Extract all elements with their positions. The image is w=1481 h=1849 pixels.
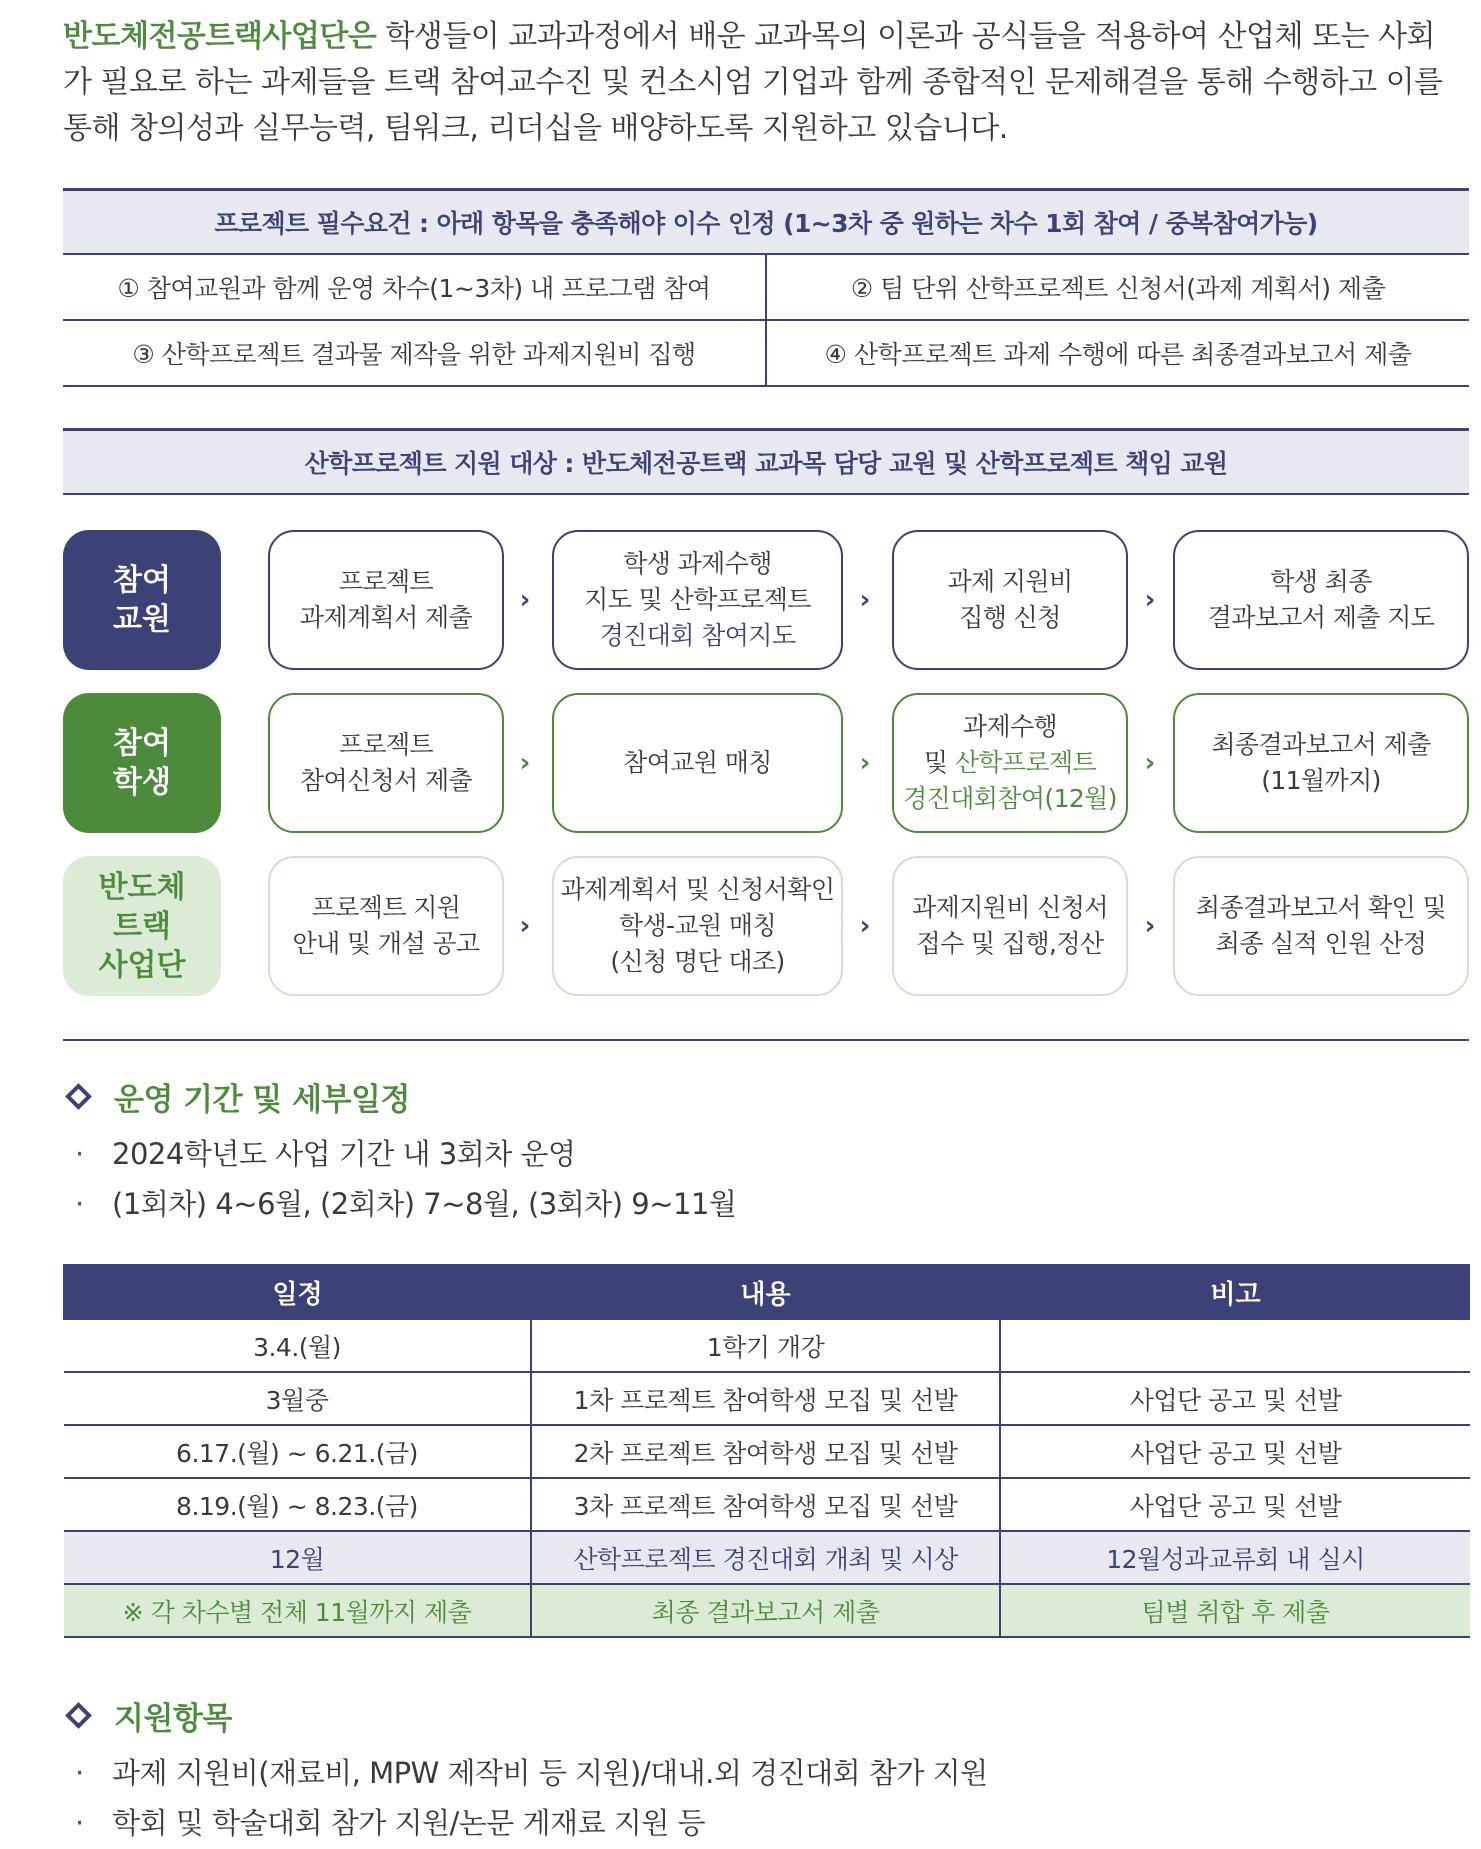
support-target-banner: 산학프로젝트 지원 대상 : 반도체전공트랙 교과목 담당 교원 및 산학프로젝트 책임 교원 [63, 428, 1469, 495]
flow-step [892, 856, 1128, 996]
operation-bullets [63, 1129, 736, 1229]
requirement-item: ① 참여교원과 함께 운영 차수(1~3차) 내 프로그램 참여 [117, 274, 711, 303]
step-line: 최종결과보고서 제출 [1211, 730, 1431, 759]
step-line: (신청 명단 대조) [610, 947, 785, 976]
section-title-support [63, 1693, 232, 1738]
list-item-text: 학회 및 학술대회 참가 지원/논문 게재료 지원 등 [112, 1806, 706, 1840]
role-badge-office [63, 856, 221, 996]
intro-text: 학생들이 교과과정에서 배운 교과목의 이론과 공식들을 적용하여 산업체 또는 사회가 필요로 하는 과제들을 트랙 참여교수진 및 컨소시엄 기업과 함께 종합적인 문제해결을 통해 수행하고 이를 통해 창의성과 실무능력, 팀워크, 리더십을 배양하도록 지원하고 있습니다. [63, 19, 1443, 146]
list-item [63, 1179, 736, 1229]
role-label: 교원 [113, 602, 171, 637]
chevron-right-icon: › [519, 911, 531, 941]
requirement-item: ④ 산학프로젝트 과제 수행에 따른 최종결과보고서 제출 [765, 321, 1469, 385]
table-cell: 산학프로젝트 경진대회 개최 및 시상 [531, 1531, 1000, 1584]
section-title-operation [63, 1074, 410, 1119]
diamond-bullet-icon [65, 1083, 92, 1110]
step-line: 최종 실적 인원 산정 [1215, 929, 1427, 958]
section-title-text: 지원항목 [114, 1701, 232, 1737]
requirements-row [63, 321, 1469, 387]
flow-row-office [63, 856, 1469, 996]
section-title-text: 운영 기간 및 세부일정 [114, 1082, 410, 1118]
flow-step [268, 530, 504, 670]
chevron-right-icon: › [859, 911, 871, 941]
list-item-text: (1회차) 4~6월, (2회차) 7~8월, (3회차) 9~11월 [112, 1187, 737, 1221]
step-line: 집행 신청 [959, 603, 1061, 632]
step-line: 프로젝트 [338, 567, 434, 596]
table-cell: 사업단 공고 및 선발 [1000, 1478, 1470, 1531]
role-badge-student [63, 693, 221, 833]
table-row [64, 1531, 1470, 1584]
chevron-right-icon: › [1144, 911, 1156, 941]
chevron-right-icon: › [1144, 748, 1156, 778]
role-label: 참여 [113, 726, 171, 761]
role-label: 트랙 [113, 908, 171, 944]
role-label: 학생 [113, 765, 171, 800]
step-line: 지도 및 산학프로젝트 [584, 585, 811, 614]
step-line: 안내 및 개설 공고 [292, 929, 480, 958]
step-line: 프로젝트 [338, 730, 434, 759]
intro-highlight: 반도체전공트랙사업단은 [63, 19, 377, 54]
step-line: 경진대회 참여지도 [599, 621, 796, 650]
flow-step [1173, 693, 1469, 833]
step-text-accent: 산학프로젝트 [954, 748, 1097, 777]
role-badge-professor [63, 530, 221, 670]
flow-step [552, 530, 843, 670]
step-line: 참여교원 매칭 [623, 748, 772, 777]
table-row [64, 1478, 1470, 1531]
intro-paragraph [63, 14, 1463, 152]
step-line: 학생 과제수행 [623, 549, 772, 578]
chevron-right-icon: › [1144, 585, 1156, 615]
table-cell: ※ 각 차수별 전체 11월까지 제출 [64, 1584, 531, 1637]
step-line: 프로젝트 지원 [311, 893, 461, 922]
step-text: 및 [923, 748, 955, 777]
requirements-row [63, 255, 1469, 321]
requirements-title: 프로젝트 필수요건 : 아래 항목을 충족해야 이수 인정 (1~3차 중 원하는 차수 1회 참여 / 중복참여가능) [63, 188, 1469, 255]
step-line [924, 745, 1096, 781]
list-item [63, 1129, 736, 1179]
table-row [64, 1320, 1470, 1372]
table-cell: 팀별 취합 후 제출 [1000, 1584, 1470, 1637]
flow-step [1173, 530, 1469, 670]
step-line: 과제수행 [962, 712, 1058, 741]
chevron-right-icon: › [519, 748, 531, 778]
column-header: 비고 [1000, 1264, 1470, 1320]
flow-step [268, 693, 504, 833]
flow-step [268, 856, 504, 996]
chevron-right-icon: › [859, 585, 871, 615]
table-cell: 6.17.(월) ~ 6.21.(금) [64, 1425, 531, 1478]
role-label: 사업단 [98, 947, 186, 983]
role-label: 참여 [113, 563, 171, 598]
table-row [64, 1425, 1470, 1478]
table-row [64, 1584, 1470, 1637]
column-header: 일정 [64, 1264, 531, 1320]
flow-step [892, 693, 1128, 833]
role-label: 반도체 [98, 869, 186, 905]
list-item-text: 2024학년도 사업 기간 내 3회차 운영 [112, 1137, 576, 1171]
requirements-table [63, 188, 1469, 387]
flow-step [552, 693, 843, 833]
table-cell: 1차 프로젝트 참여학생 모집 및 선발 [531, 1372, 1000, 1425]
bullet-dot: · [75, 1756, 84, 1790]
list-item-text: 과제 지원비(재료비, MPW 제작비 등 지원)/대내.외 경진대회 참가 지원 [112, 1756, 988, 1790]
list-item [63, 1748, 988, 1798]
table-row [64, 1372, 1470, 1425]
column-header: 내용 [531, 1264, 1000, 1320]
table-cell: 3차 프로젝트 참여학생 모집 및 선발 [531, 1478, 1000, 1531]
table-cell: 사업단 공고 및 선발 [1000, 1372, 1470, 1425]
diamond-bullet-icon [65, 1702, 92, 1729]
step-line: (11월까지) [1261, 766, 1381, 795]
flow-row-professor [63, 530, 1469, 670]
chevron-right-icon: › [859, 748, 871, 778]
section-divider [63, 1039, 1469, 1041]
step-line: 학생-교원 매칭 [618, 911, 777, 940]
flow-step [1173, 856, 1469, 996]
table-cell: 12월성과교류회 내 실시 [1000, 1531, 1470, 1584]
schedule-table [63, 1264, 1470, 1638]
table-cell: 12월 [64, 1531, 531, 1584]
table-cell: 3월중 [64, 1372, 531, 1425]
requirement-item: ③ 산학프로젝트 결과물 제작을 위한 과제지원비 집행 [132, 340, 696, 369]
table-cell: 2차 프로젝트 참여학생 모집 및 선발 [531, 1425, 1000, 1478]
step-line: 결과보고서 제출 지도 [1207, 603, 1435, 632]
table-cell: 3.4.(월) [64, 1320, 531, 1372]
flow-step [552, 856, 843, 996]
step-line: 학생 최종 [1270, 567, 1372, 596]
table-cell: 사업단 공고 및 선발 [1000, 1425, 1470, 1478]
bullet-dot: · [75, 1806, 84, 1840]
table-cell: 8.19.(월) ~ 8.23.(금) [64, 1478, 531, 1531]
bullet-dot: · [75, 1137, 84, 1171]
flow-row-student [63, 693, 1469, 833]
support-bullets [63, 1748, 988, 1848]
table-cell: 1학기 개강 [531, 1320, 1000, 1372]
bullet-dot: · [75, 1187, 84, 1221]
step-line: 과제 지원비 [947, 567, 1073, 596]
chevron-right-icon: › [519, 585, 531, 615]
step-line: 과제계획서 제출 [299, 603, 473, 632]
table-header-row [64, 1264, 1470, 1320]
flow-step [892, 530, 1128, 670]
requirement-item: ② 팀 단위 산학프로젝트 신청서(과제 계획서) 제출 [765, 255, 1469, 319]
table-cell: 최종 결과보고서 제출 [531, 1584, 1000, 1637]
step-line: 최종결과보고서 확인 및 [1195, 893, 1447, 922]
table-cell [1000, 1320, 1470, 1372]
step-line: 경진대회참여(12월) [903, 784, 1117, 813]
list-item [63, 1798, 988, 1848]
step-line: 참여신청서 제출 [299, 766, 473, 795]
step-line: 접수 및 집행,정산 [916, 929, 1104, 958]
step-line: 과제계획서 및 신청서확인 [560, 875, 835, 904]
step-line: 과제지원비 신청서 [912, 893, 1108, 922]
